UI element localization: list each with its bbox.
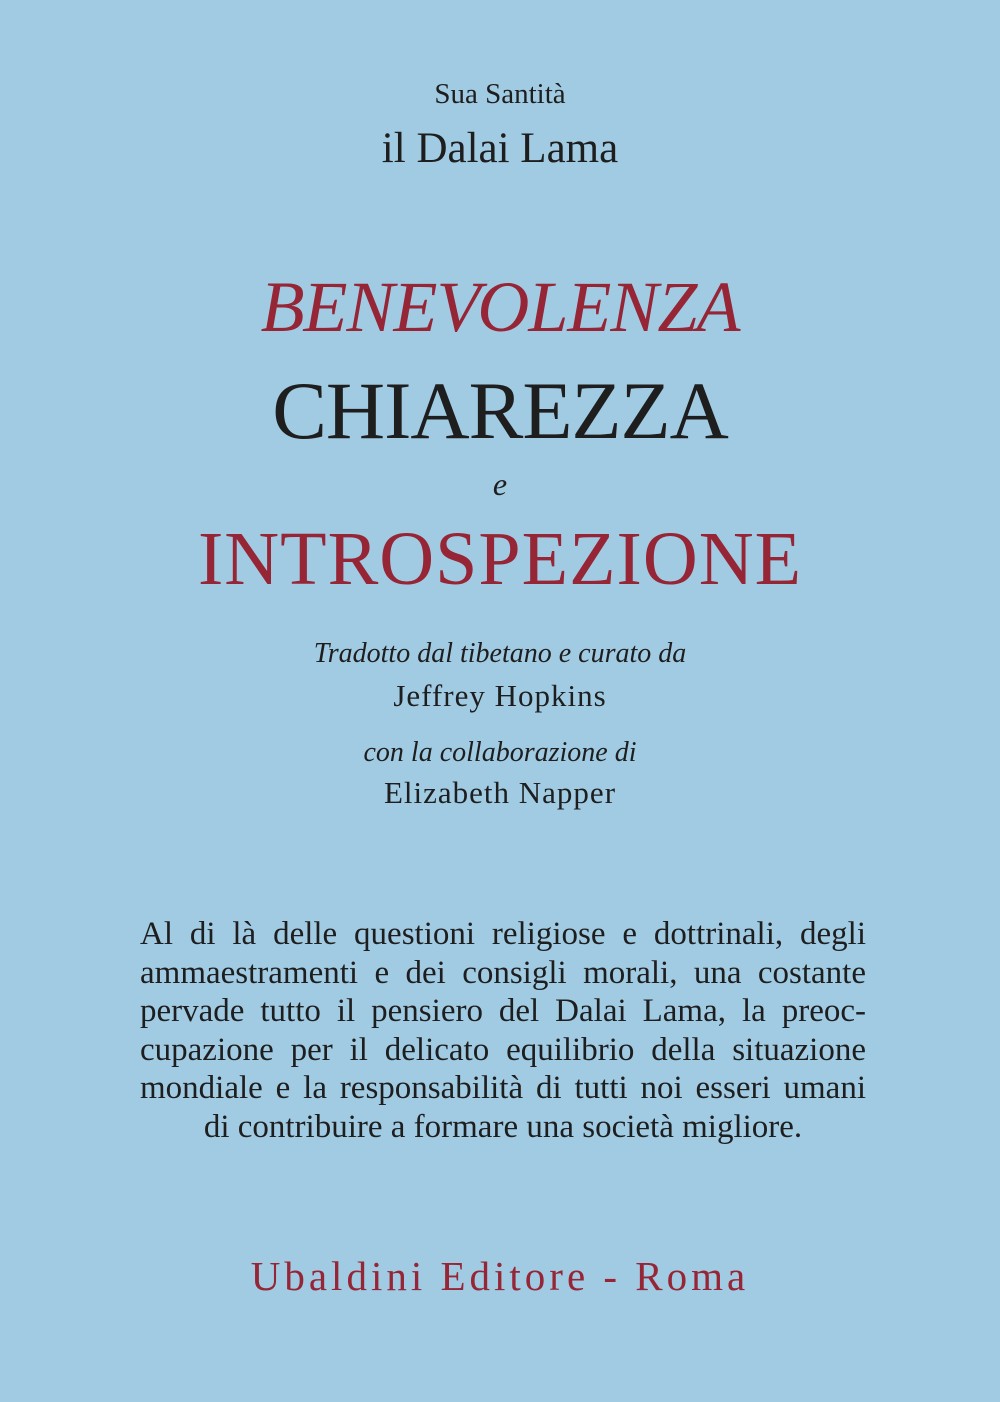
blurb-line: pervade tutto il pensiero del Dalai Lama, la preoc-: [140, 993, 866, 1029]
collaborator-name: Elizabeth Napper: [383, 775, 617, 810]
blurb: [140, 915, 866, 1146]
title-benevolenza: BENEVOLENZA: [260, 267, 740, 347]
translator-name: Jeffrey Hopkins: [393, 678, 607, 713]
title-introspezione: INTROSPEZIONE: [197, 517, 803, 601]
author-prefix: Sua Santità: [434, 78, 566, 110]
blurb-line: Al di là delle questioni religiose e dottrinali, degli: [140, 916, 866, 952]
blurb-line: mondiale e la responsabilità di tutti noi esseri umani: [140, 1070, 866, 1106]
collaboration-label: con la collaborazione di: [363, 737, 637, 768]
publisher: Ubaldini Editore - Roma: [250, 1253, 750, 1299]
title-chiarezza: CHIAREZZA: [272, 365, 728, 456]
title-conjunction: e: [492, 466, 508, 502]
author-name: il Dalai Lama: [381, 125, 619, 172]
translated-by-label: Tradotto dal tibetano e curato da: [313, 638, 687, 669]
blurb-line: ammaestramenti e dei consigli morali, una costante: [140, 954, 866, 991]
blurb-line: cupazione per il delicato equilibrio della situazione: [140, 1031, 866, 1068]
blurb-line: di contribuire a formare una società migliore.: [203, 1108, 803, 1145]
